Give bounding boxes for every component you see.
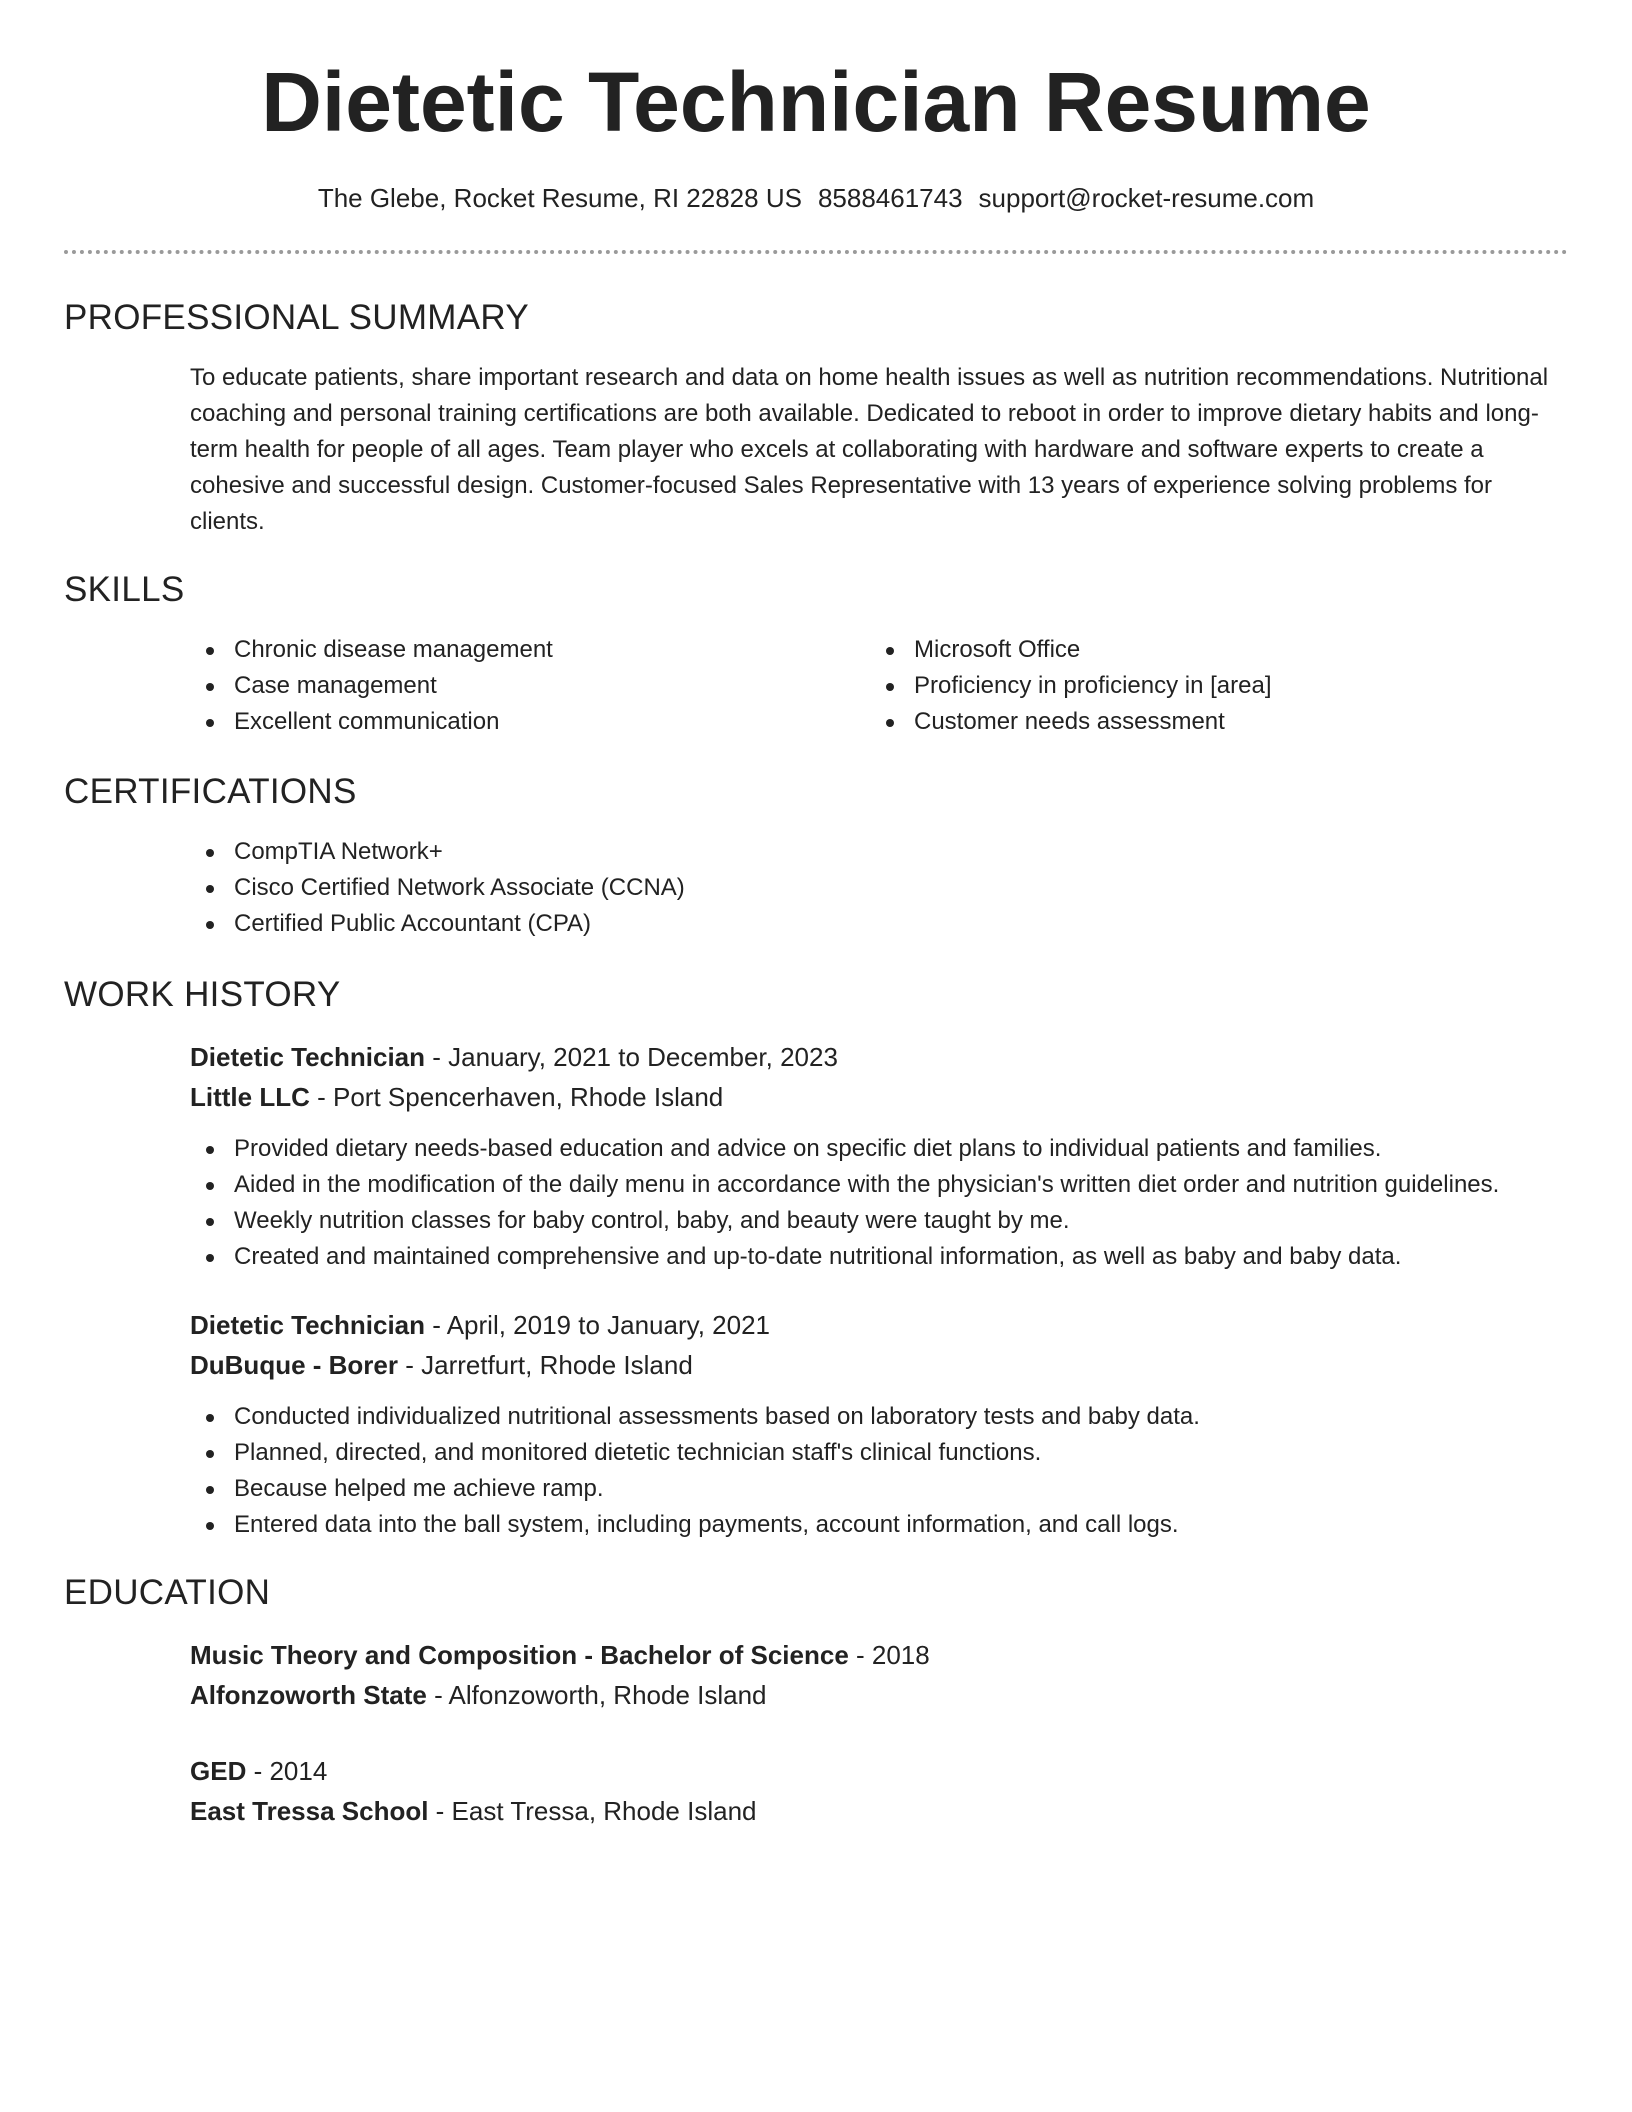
contact-email: support@rocket-resume.com — [978, 183, 1315, 213]
education-degree: GED — [190, 1756, 247, 1786]
skill-item: Customer needs assessment — [870, 704, 1550, 740]
education-year: - 2014 — [246, 1756, 328, 1786]
job-bullet: Weekly nutrition classes for baby control, baby, and beauty were taught by me. — [190, 1203, 1568, 1239]
certification-item: CompTIA Network+ — [190, 834, 1568, 870]
education-section — [64, 1571, 1568, 1831]
job-title-line — [190, 1305, 1568, 1345]
skills-list-right — [870, 632, 1550, 740]
header-divider — [64, 250, 1568, 254]
education-year: - 2018 — [848, 1640, 930, 1670]
education-degree-line — [190, 1635, 1568, 1675]
skill-item: Excellent communication — [190, 704, 870, 740]
skill-item: Microsoft Office — [870, 632, 1550, 668]
job-location: - Jarretfurt, Rhode Island — [398, 1350, 693, 1380]
summary-heading: PROFESSIONAL SUMMARY — [64, 298, 529, 337]
certifications-section — [64, 770, 1568, 942]
job-bullet: Provided dietary needs-based education and advice on specific diet plans to individual patients and families. — [190, 1131, 1568, 1167]
job-company-line — [190, 1077, 1568, 1117]
skills-grid — [190, 632, 1568, 740]
job-title: Dietetic Technician — [190, 1042, 426, 1072]
skills-heading: SKILLS — [64, 570, 185, 609]
skill-item: Chronic disease management — [190, 632, 870, 668]
job-company: DuBuque - Borer — [190, 1350, 398, 1380]
contact-phone: 8588461743 — [817, 183, 963, 213]
certifications-list — [190, 834, 1568, 942]
job-bullet: Because helped me achieve ramp. — [190, 1471, 1568, 1507]
job-title-line — [190, 1037, 1568, 1077]
job-dates: - January, 2021 to December, 2023 — [425, 1042, 838, 1072]
job-company-line — [190, 1345, 1568, 1385]
summary-text: To educate patients, share important research and data on home health issues as well as nutrition recommendations. Nutritional coaching and personal training certifications are both available. Dedicated to reboot in order to improve dietary habits and long-term health for people of all ages. Team player who excels at collaborating with hardware and software experts to create a cohesive and successful design. Customer-focused Sales Representative with 13 years of experience solving problems for clients. — [190, 364, 1549, 535]
education-heading: EDUCATION — [64, 1573, 271, 1612]
education-entry — [190, 1635, 1568, 1715]
job-entry — [190, 1037, 1568, 1275]
job-bullet: Planned, directed, and monitored dietetic technician staff's clinical functions. — [190, 1435, 1568, 1471]
job-location: - Port Spencerhaven, Rhode Island — [309, 1082, 724, 1112]
job-bullets — [190, 1131, 1568, 1275]
job-bullet: Aided in the modification of the daily menu in accordance with the physician's written diet order and nutrition guidelines. — [190, 1167, 1568, 1203]
job-entry — [190, 1305, 1568, 1543]
skills-section — [64, 568, 1568, 740]
summary-section — [64, 296, 1568, 540]
skill-item: Case management — [190, 668, 870, 704]
education-location: - Alfonzoworth, Rhode Island — [426, 1680, 767, 1710]
work-history-heading: WORK HISTORY — [64, 975, 341, 1014]
certification-item: Cisco Certified Network Associate (CCNA) — [190, 870, 1568, 906]
education-location: - East Tressa, Rhode Island — [428, 1796, 757, 1826]
contact-line — [0, 180, 1632, 216]
certification-item: Certified Public Accountant (CPA) — [190, 906, 1568, 942]
work-history-section — [64, 973, 1568, 1543]
skills-list-left — [190, 632, 870, 740]
education-entry — [190, 1751, 1568, 1831]
education-school-line — [190, 1675, 1568, 1715]
job-bullet: Created and maintained comprehensive and up-to-date nutritional information, as well as baby and baby data. — [190, 1239, 1568, 1275]
job-dates: - April, 2019 to January, 2021 — [425, 1310, 770, 1340]
job-company: Little LLC — [190, 1082, 310, 1112]
job-bullet: Conducted individualized nutritional assessments based on laboratory tests and baby data. — [190, 1399, 1568, 1435]
education-degree-line — [190, 1751, 1568, 1791]
job-bullet: Entered data into the ball system, including payments, account information, and call logs. — [190, 1507, 1568, 1543]
education-school: East Tressa School — [190, 1796, 429, 1826]
education-school: Alfonzoworth State — [190, 1680, 427, 1710]
certifications-heading: CERTIFICATIONS — [64, 772, 357, 811]
education-school-line — [190, 1791, 1568, 1831]
skill-item: Proficiency in proficiency in [area] — [870, 668, 1550, 704]
page-title: Dietetic Technician Resume — [261, 55, 1371, 149]
contact-address: The Glebe, Rocket Resume, RI 22828 US — [317, 183, 802, 213]
education-degree: Music Theory and Composition - Bachelor of Science — [190, 1640, 849, 1670]
job-title: Dietetic Technician — [190, 1310, 426, 1340]
job-bullets — [190, 1399, 1568, 1543]
